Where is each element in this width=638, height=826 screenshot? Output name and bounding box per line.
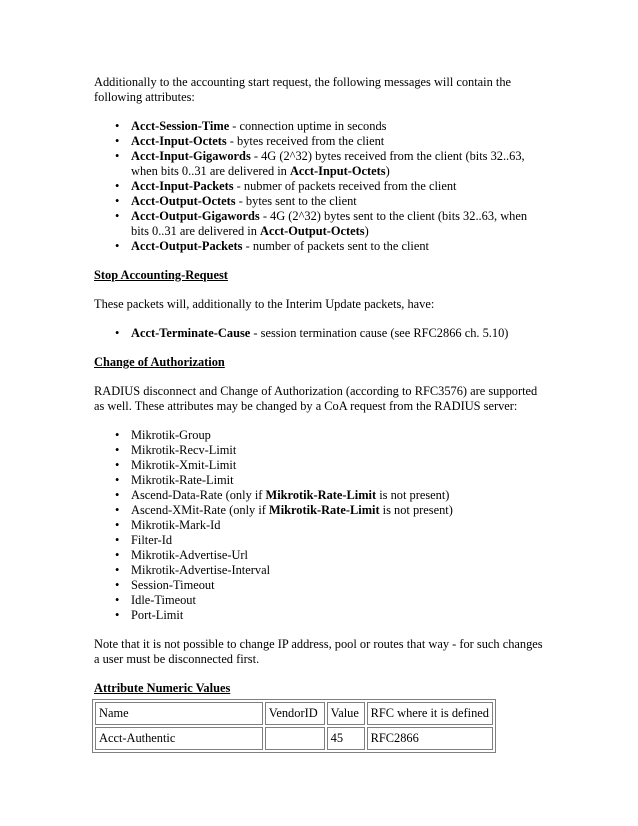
- stop-attribute-list: [94, 326, 544, 341]
- stop-accounting-paragraph: These packets will, additionally to the Interim Update packets, have:: [94, 297, 435, 311]
- list-item: [131, 239, 544, 254]
- stop-accounting-heading: Stop Accounting-Request: [94, 268, 228, 282]
- list-item: [131, 326, 544, 341]
- attr-name: Acct-Output-Gigawords: [131, 209, 260, 223]
- cell-name: Acct-Authentic: [95, 727, 263, 750]
- column-header-name: Name: [95, 702, 263, 725]
- list-item: [131, 209, 544, 239]
- intro-paragraph: Additionally to the accounting start request, the following messages will contain the following attributes:: [94, 75, 512, 104]
- attr-tail: ): [364, 224, 369, 238]
- attr-ref: Acct-Input-Octets: [289, 164, 386, 178]
- table-header-row: [95, 702, 493, 725]
- list-item: [131, 119, 544, 134]
- attr-name: Acct-Terminate-Cause: [131, 326, 251, 340]
- list-item: [131, 179, 544, 194]
- numeric-values-heading: Attribute Numeric Values: [94, 681, 231, 695]
- column-header-rfc: RFC where it is defined: [367, 702, 493, 725]
- list-item: • Port-Limit: [131, 608, 544, 623]
- attr-ref: Acct-Output-Octets: [260, 224, 365, 238]
- attr-name: Acct-Output-Packets: [131, 239, 243, 253]
- attr-desc: - session termination cause (see RFC2866 ch. 5.10): [250, 326, 509, 340]
- column-header-vendorid: VendorID: [265, 702, 325, 725]
- coa-paragraph: RADIUS disconnect and Change of Authorization (according to RFC3576) are supported as well. These attributes may be changed by a CoA request from the RADIUS server:: [94, 384, 538, 413]
- table-row: [95, 727, 493, 750]
- list-item: [131, 503, 544, 518]
- list-item: • Mikrotik-Recv-Limit: [131, 443, 544, 458]
- attr-desc: - bytes received from the client: [226, 134, 385, 148]
- list-item: • Mikrotik-Rate-Limit: [131, 473, 544, 488]
- coa-heading: Change of Authorization: [94, 355, 225, 369]
- item-text: Ascend-XMit-Rate (only if: [131, 503, 269, 517]
- list-item: [131, 194, 544, 209]
- item-ref: Mikrotik-Rate-Limit: [269, 503, 380, 517]
- column-header-value: Value: [327, 702, 365, 725]
- attr-name: Acct-Session-Time: [131, 119, 230, 133]
- item-ref: Mikrotik-Rate-Limit: [265, 488, 377, 502]
- attr-tail: ): [385, 164, 390, 178]
- attr-desc: - number of packets sent to the client: [242, 239, 429, 253]
- list-item: • Session-Timeout: [131, 578, 544, 593]
- attr-name: Acct-Input-Packets: [131, 179, 234, 193]
- attr-desc: - connection uptime in seconds: [229, 119, 387, 133]
- list-item: • Mikrotik-Advertise-Url: [131, 548, 544, 563]
- cell-value: 45: [327, 727, 365, 750]
- cell-rfc: RFC2866: [367, 727, 493, 750]
- item-tail: is not present): [376, 488, 450, 502]
- list-item: [131, 488, 544, 503]
- list-item: • Mikrotik-Advertise-Interval: [131, 563, 544, 578]
- cell-vendorid: [265, 727, 325, 750]
- attr-desc: - 4G (2^32) bytes sent to the client (bits 32..63, when bits 0..31 are delivered in: [131, 209, 528, 238]
- list-item: • Mikrotik-Group: [131, 428, 544, 443]
- attr-desc: - 4G (2^32) bytes received from the client (bits 32..63, when bits 0..31 are delivered in: [131, 149, 525, 178]
- item-tail: is not present): [379, 503, 453, 517]
- interim-attribute-list: [94, 119, 544, 254]
- list-item: • Mikrotik-Mark-Id: [131, 518, 544, 533]
- attr-name: Acct-Output-Octets: [131, 194, 236, 208]
- attribute-table: [92, 699, 496, 753]
- attr-name: Acct-Input-Octets: [131, 134, 227, 148]
- item-text: Ascend-Data-Rate (only if: [131, 488, 266, 502]
- list-item: • Filter-Id: [131, 533, 544, 548]
- coa-attribute-list: [94, 428, 544, 623]
- list-item: • Idle-Timeout: [131, 593, 544, 608]
- attr-desc: - nubmer of packets received from the client: [233, 179, 457, 193]
- attr-name: Acct-Input-Gigawords: [131, 149, 251, 163]
- attr-desc: - bytes sent to the client: [235, 194, 357, 208]
- list-item: [131, 149, 544, 179]
- note-paragraph: Note that it is not possible to change IP address, pool or routes that way - for such changes a user must be disconnected first.: [94, 637, 543, 666]
- list-item: • Mikrotik-Xmit-Limit: [131, 458, 544, 473]
- list-item: [131, 134, 544, 149]
